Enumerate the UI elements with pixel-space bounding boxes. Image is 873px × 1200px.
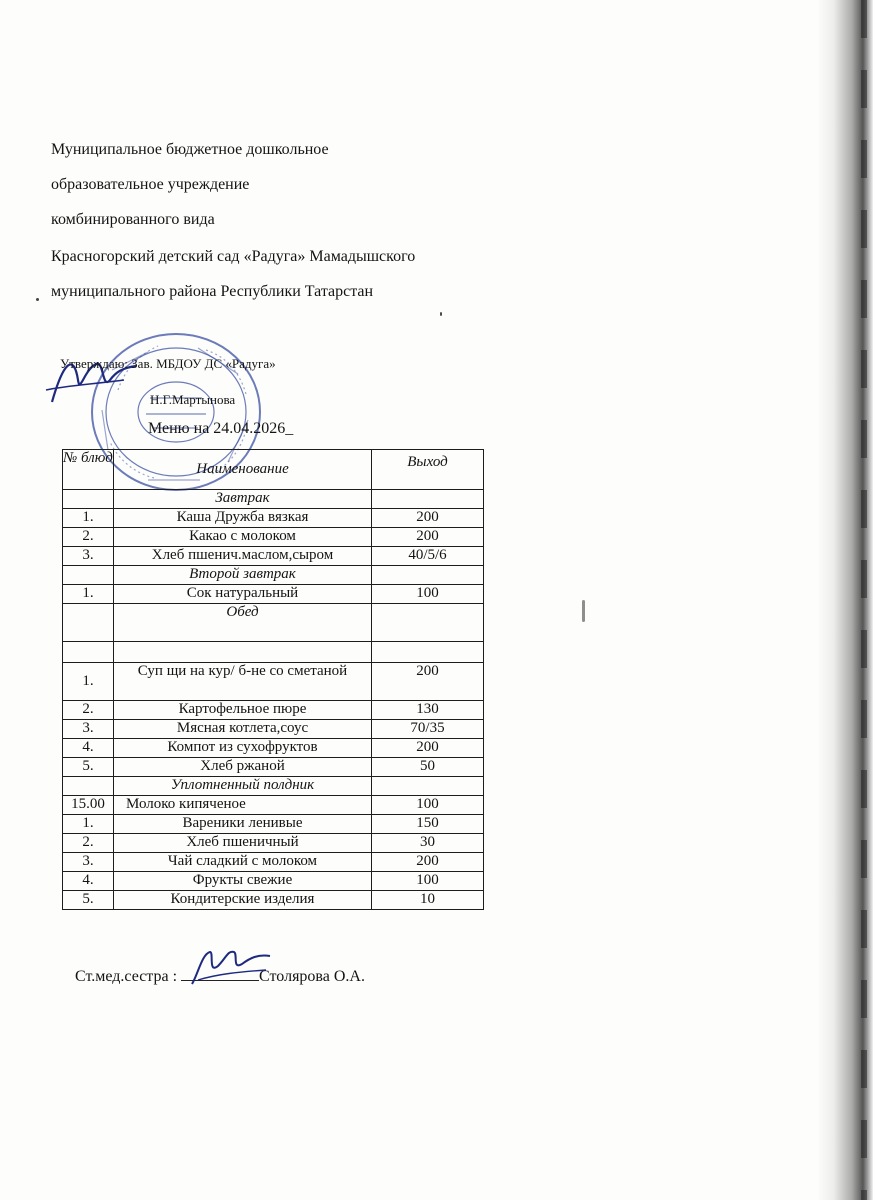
dish-yield: 40/5/6 xyxy=(372,547,484,566)
organization-line: муниципального района Республики Татарстан xyxy=(51,283,374,300)
section-number-cell xyxy=(63,777,114,796)
approval-line: Утверждаю: Зав. МБДОУ ДС «Радуга» xyxy=(60,356,276,371)
table-row xyxy=(63,796,484,815)
dish-name: Молоко кипяченое xyxy=(114,796,372,815)
dish-number: 1. xyxy=(63,815,114,834)
dish-name: Какао с молоком xyxy=(114,528,372,547)
table-row xyxy=(63,872,484,891)
dish-yield: 70/35 xyxy=(372,720,484,739)
table-row xyxy=(63,509,484,528)
dish-number: 4. xyxy=(63,872,114,891)
dish-name: Вареники ленивые xyxy=(114,815,372,834)
dish-yield: 100 xyxy=(372,796,484,815)
dish-number: 1. xyxy=(63,585,114,604)
table-row xyxy=(63,720,484,739)
dish-number: 2. xyxy=(63,528,114,547)
approver-name: Н.Г.Мартынова xyxy=(150,392,236,407)
section-row xyxy=(63,777,484,796)
dish-yield: 200 xyxy=(372,663,484,701)
dish-number: 3. xyxy=(63,853,114,872)
nurse-name: Столярова О.А. xyxy=(259,968,365,985)
section-yield-cell xyxy=(372,777,484,796)
organization-line: комбинированного вида xyxy=(51,211,215,228)
dish-number: 3. xyxy=(63,547,114,566)
dish-name: Компот из сухофруктов xyxy=(114,739,372,758)
section-number-cell xyxy=(63,604,114,642)
dish-yield: 200 xyxy=(372,509,484,528)
empty-cell xyxy=(63,642,114,663)
table-row xyxy=(63,547,484,566)
dish-name: Фрукты свежие xyxy=(114,872,372,891)
section-yield-cell xyxy=(372,490,484,509)
organization-line: образовательное учреждение xyxy=(51,176,250,193)
section-row xyxy=(63,490,484,509)
dish-name: Чай сладкий с молоком xyxy=(114,853,372,872)
dish-yield: 30 xyxy=(372,834,484,853)
section-label: Обед xyxy=(114,604,372,642)
section-yield-cell xyxy=(372,604,484,642)
organization-line: Муниципальное бюджетное дошкольное xyxy=(51,141,329,158)
dish-yield: 200 xyxy=(372,739,484,758)
menu-table xyxy=(62,449,484,910)
header-yield: Выход xyxy=(372,450,484,490)
dish-name: Картофельное пюре xyxy=(114,701,372,720)
dish-number: 3. xyxy=(63,720,114,739)
dish-name: Хлеб ржаной xyxy=(114,758,372,777)
dish-number: 1. xyxy=(63,663,114,701)
section-label: Второй завтрак xyxy=(114,566,372,585)
empty-cell xyxy=(114,642,372,663)
table-header-row xyxy=(63,450,484,490)
dish-name: Суп щи на кур/ б-не со сметаной xyxy=(114,663,372,701)
dish-number: 2. xyxy=(63,834,114,853)
dish-yield: 200 xyxy=(372,528,484,547)
dish-name: Хлеб пшенич.маслом,сыром xyxy=(114,547,372,566)
dish-yield: 200 xyxy=(372,853,484,872)
organization-line: Красногорский детский сад «Радуга» Мамадышского xyxy=(51,248,416,265)
dish-yield: 50 xyxy=(372,758,484,777)
dish-yield: 100 xyxy=(372,872,484,891)
table-row xyxy=(63,815,484,834)
section-label: Завтрак xyxy=(114,490,372,509)
dish-yield: 150 xyxy=(372,815,484,834)
dish-yield: 130 xyxy=(372,701,484,720)
table-row xyxy=(63,758,484,777)
table-row xyxy=(63,891,484,910)
dish-yield: 10 xyxy=(372,891,484,910)
dish-name: Сок натуральный xyxy=(114,585,372,604)
dish-name: Мясная котлета,соус xyxy=(114,720,372,739)
section-row xyxy=(63,604,484,642)
nurse-role: Ст.мед.сестра : xyxy=(75,968,178,985)
table-row xyxy=(63,739,484,758)
dish-name: Хлеб пшеничный xyxy=(114,834,372,853)
empty-cell xyxy=(372,642,484,663)
header-name: Наименование xyxy=(114,450,372,490)
section-yield-cell xyxy=(372,566,484,585)
dish-number: 5. xyxy=(63,891,114,910)
section-label: Уплотненный полдник xyxy=(114,777,372,796)
section-number-cell xyxy=(63,566,114,585)
table-row xyxy=(63,701,484,720)
dish-name: Кондитерские изделия xyxy=(114,891,372,910)
dish-yield: 100 xyxy=(372,585,484,604)
table-row xyxy=(63,585,484,604)
scan-edge-artifact xyxy=(861,0,867,1200)
header-number: № блюд xyxy=(63,450,114,490)
dish-number: 1. xyxy=(63,509,114,528)
dish-number: 5. xyxy=(63,758,114,777)
scan-speck xyxy=(440,312,442,316)
table-row xyxy=(63,853,484,872)
section-row xyxy=(63,566,484,585)
dish-name: Каша Дружба вязкая xyxy=(114,509,372,528)
section-number-cell xyxy=(63,490,114,509)
nurse-signature xyxy=(188,944,272,988)
table-row xyxy=(63,528,484,547)
dish-number: 2. xyxy=(63,701,114,720)
dish-number: 15.00 xyxy=(63,796,114,815)
empty-row xyxy=(63,642,484,663)
scan-speck xyxy=(36,298,39,301)
menu-title: Меню на 24.04.2026_ xyxy=(148,420,294,437)
table-row xyxy=(63,834,484,853)
table-row xyxy=(63,663,484,701)
scan-speck xyxy=(582,600,585,622)
dish-number: 4. xyxy=(63,739,114,758)
